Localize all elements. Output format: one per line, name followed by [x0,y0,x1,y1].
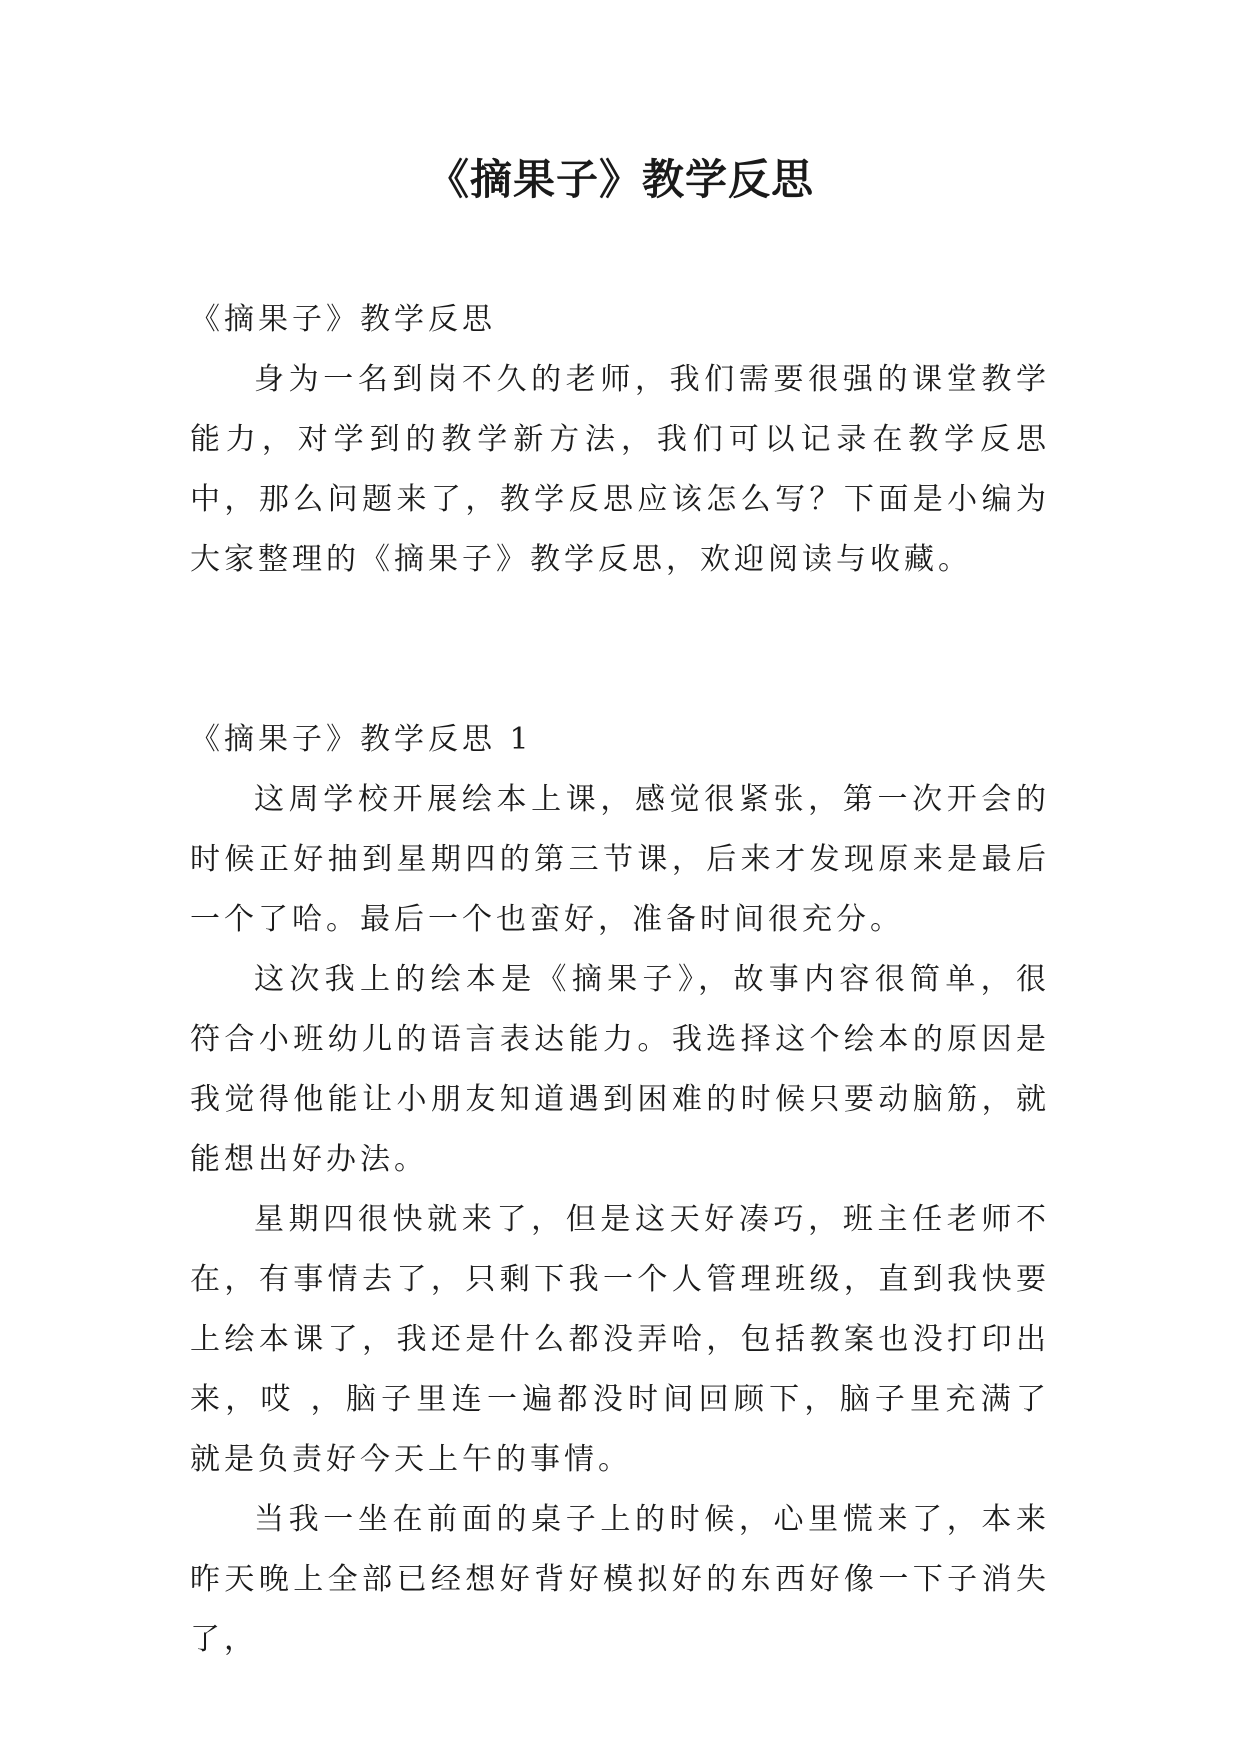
intro-paragraph: 身为一名到岗不久的老师，我们需要很强的课堂教学能力，对学到的教学新方法，我们可以记录在教学反思中，那么问题来了，教学反思应该怎么写？下面是小编为大家整理的《摘果子》教学反思，欢迎阅读与收藏。 [190,362,1050,577]
paragraph: 这次我上的绘本是《摘果子》，故事内容很简单，很符合小班幼儿的语言表达能力。我选择这个绘本的原因是我觉得他能让小朋友知道遇到困难的时候只要动脑筋，就能想出好办法。 [190,962,1050,1177]
section-heading: 《摘果子》教学反思 1 [190,722,533,757]
document-body [190,290,1050,1670]
paragraph: 星期四很快就来了，但是这天好凑巧，班主任老师不在，有事情去了，只剩下我一个人管理班级，直到我快要上绘本课了，我还是什么都没弄哈，包括教案也没打印出来，哎 ，脑子里连一遍都没时间回顾下，脑子里充满了就是负责好今天上午的事情。 [190,1202,1050,1477]
paragraph: 这周学校开展绘本上课，感觉很紧张，第一次开会的时候正好抽到星期四的第三节课，后来才发现原来是最后一个了哈。最后一个也蛮好，准备时间很充分。 [190,782,1050,937]
section-spacer [190,590,1050,710]
subtitle: 《摘果子》教学反思 [190,302,496,337]
paragraph: 当我一坐在前面的桌子上的时候，心里慌来了，本来昨天晚上全部已经想好背好模拟好的东西好像一下子消失了， [190,1502,1050,1657]
document-title: 《摘果子》教学反思 [426,155,814,204]
